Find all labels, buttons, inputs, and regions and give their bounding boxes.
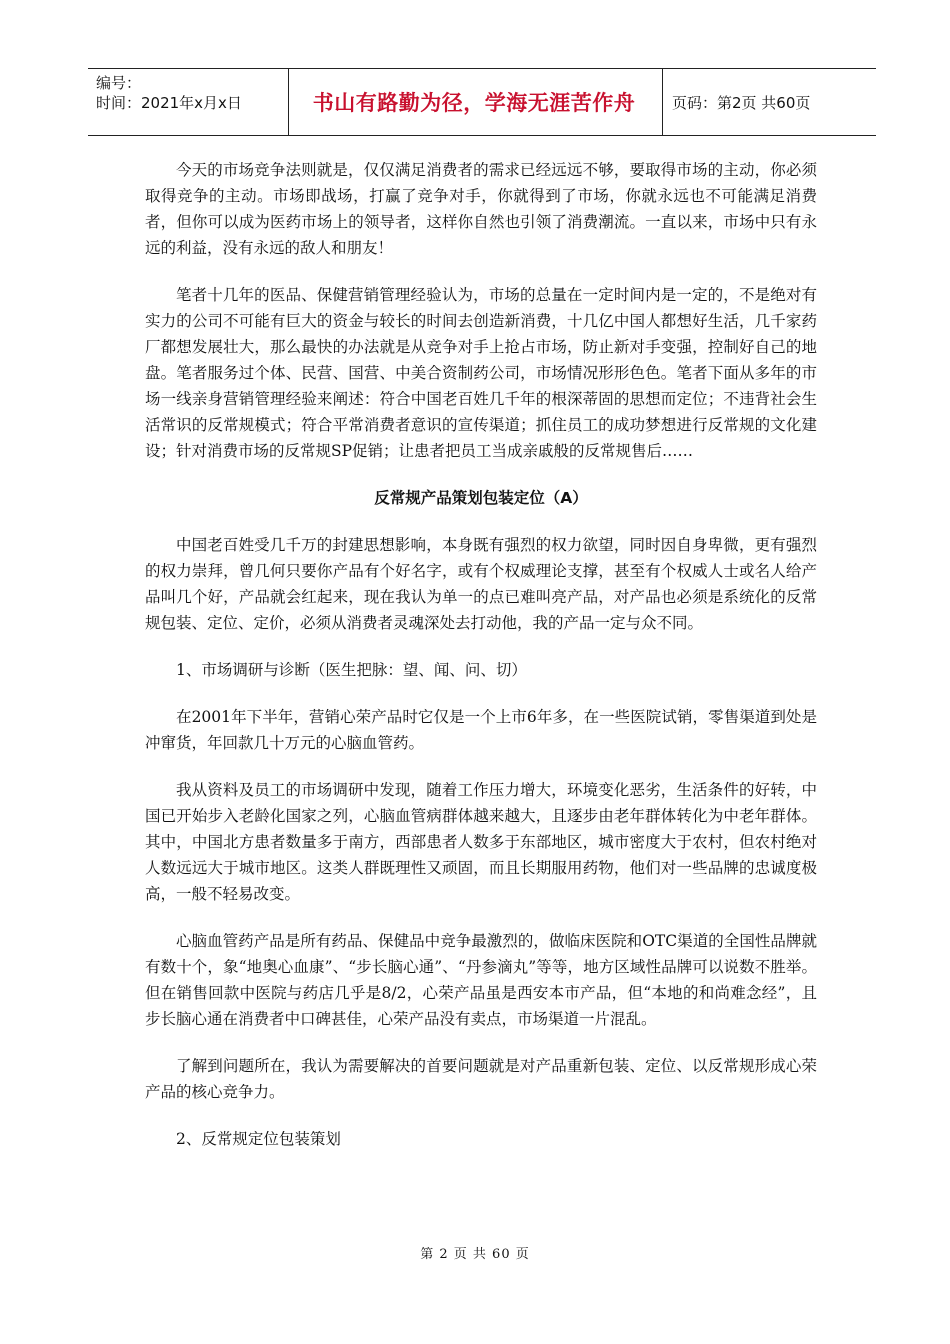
section-paragraph-5: 了解到问题所在，我认为需要解决的首要问题就是对产品重新包装、定位、以反常规形成心荣产品的核心竞争力。 [145,1057,817,1101]
header-motto: 书山有路勤为径，学海无涯苦作舟 [312,91,636,115]
section-paragraph-2: 在2001年下半年，营销心荣产品时它仅是一个上市6年多，在一些医院试销，零售渠道到处是冲窜货，年回款几十万元的心脑血管药。 [145,708,817,752]
body-paragraph-2: 笔者十几年的医品、保健营销管理经验认为，市场的总量在一定时间内是一定的，不是绝对有实力的公司不可能有巨大的资金与较长的时间去创造新消费，十几亿中国人都想好生活，几千家药厂都想发展壮大，那么最快的办法就是从竞争对手上抢占市场，防止新对手变强，控制好自己的地盘。笔者服务过个体、民营、国营、中美合资制药公司，市场情况形形色色。笔者下面从多年的市场一线亲身营销管理经验来阐述：符合中国老百姓几千年的根深蒂固的思想而定位；不违背社会生活常识的反常规模式；符合平常消费者意识的宣传渠道；抓住员工的成功梦想进行反常规的文化建设；针对消费市场的反常规SP促销；让患者把员工当成亲戚般的反常规售后…… [145,286,817,460]
section-paragraph-3: 我从资料及员工的市场调研中发现，随着工作压力增大，环境变化恶劣，生活条件的好转，中国已开始步入老龄化国家之列，心脑血管病群体越来越大，且逐步由老年群体转化为中老年群体。其中，中国北方患者数量多于南方，西部患者人数多于东部地区，城市密度大于农村，但农村绝对人数远远大于城市地区。这类人群既理性又顽固，而且长期服用药物，他们对一些品牌的忠诚度极高，一般不轻易改变。 [145,781,817,903]
section-title: 反常规产品策划包装定位（A） [374,489,588,507]
section-paragraph-4: 心脑血管药产品是所有药品、保健品中竞争最激烈的，做临床医院和OTC渠道的全国性品牌就有数十个，象“地奥心血康”、“步长脑心通”、“丹参滴丸”等等，地方区域性品牌可以说数不胜举。但在销售回款中医院与药店几乎是8/2，心荣产品虽是西安本市产品，但“本地的和尚难念经”，且步长脑心通在消费者中口碑甚佳，心荣产品没有卖点，市场渠道一片混乱。 [145,932,817,1028]
document-body [145,157,817,1173]
document-time-label: 时间：2021年x月x日 [96,94,242,112]
section-paragraph-1: 中国老百姓受几千万的封建思想影响，本身既有强烈的权力欲望，同时因自身卑微，更有强烈的权力崇拜，曾几何只要你产品有个好名字，或有个权威理论支撑，甚至有个权威人士或名人给产品叫几个好，产品就会红起来，现在我认为单一的点已难叫亮产品，对产品也必须是系统化的反常规包装、定位、定价，必须从消费者灵魂深处去打动他，我的产品一定与众不同。 [145,536,817,632]
page-header [88,68,876,136]
document-number-label: 编号： [96,74,142,92]
header-page-label: 页码：第2页 共60页 [672,93,811,112]
subheading-positioning: 2、反常规定位包装策划 [176,1130,341,1148]
header-divider-right [662,69,663,135]
page-footer: 第 2 页 共 60 页 [420,1247,530,1262]
header-meta [96,69,286,139]
body-paragraph-1: 今天的市场竞争法则就是，仅仅满足消费者的需求已经远远不够，要取得市场的主动，你必须取得竞争的主动。市场即战场，打赢了竞争对手，你就得到了市场，你就永远也不可能满足消费者，但你可以成为医药市场上的领导者，这样你自然也引领了消费潮流。一直以来，市场中只有永远的利益，没有永远的敌人和朋友！ [145,161,817,257]
subheading-market-research: 1、市场调研与诊断（医生把脉：望、闻、问、切） [176,661,527,679]
